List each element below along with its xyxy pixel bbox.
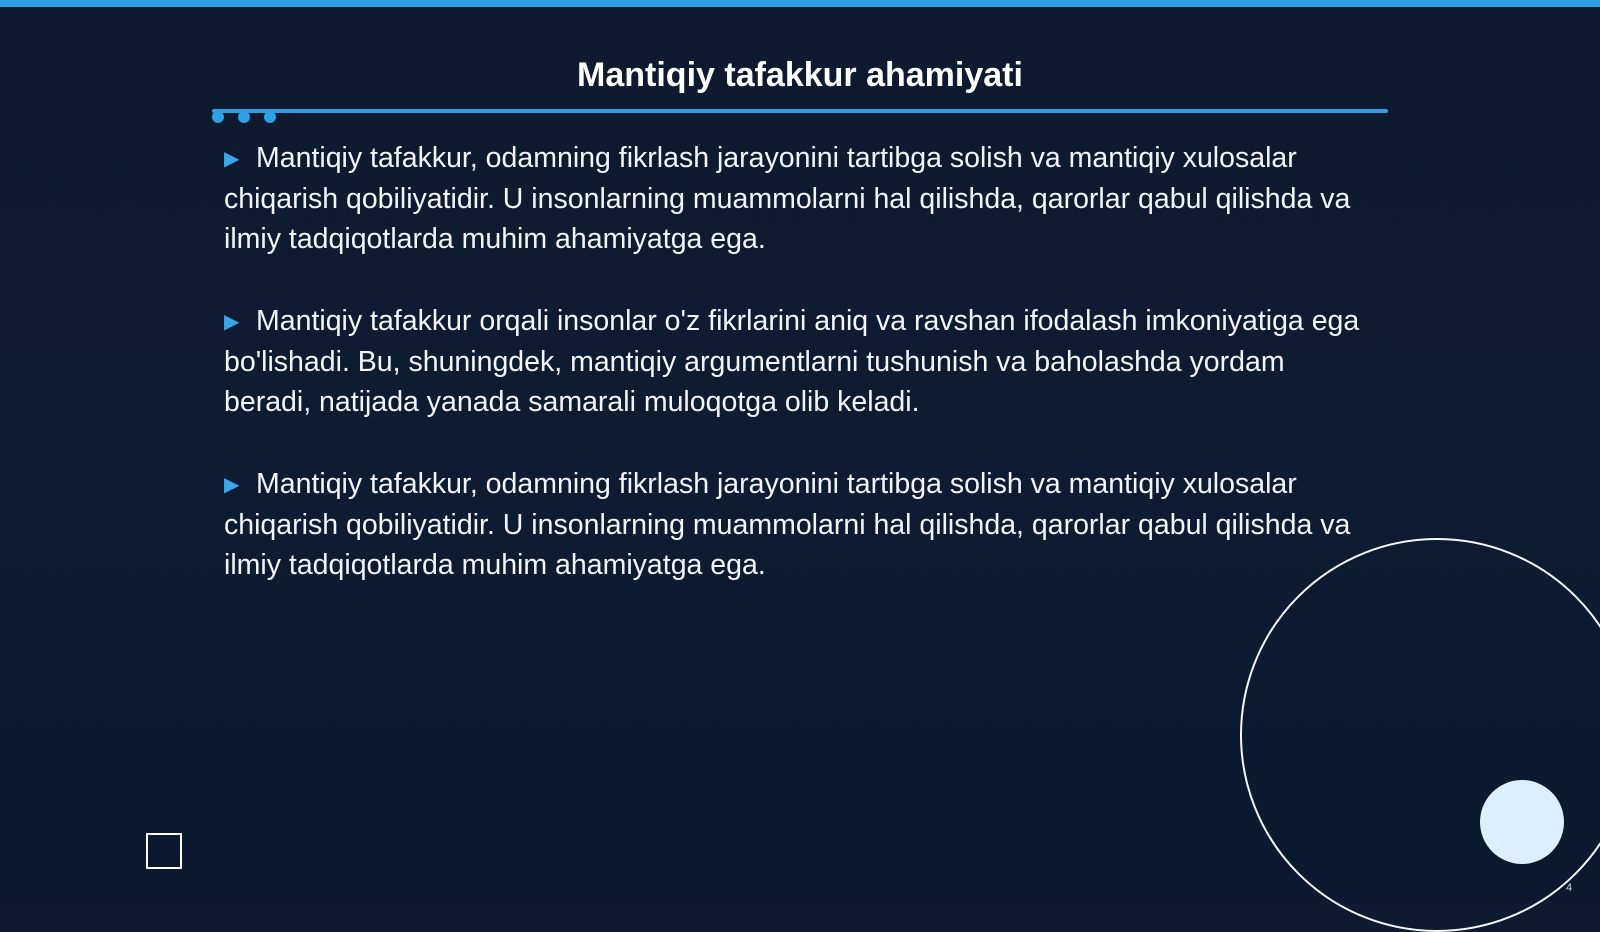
triangle-right-icon: ▶: [224, 474, 240, 496]
decorative-filled-circle: [1480, 780, 1564, 864]
top-accent-bar: [0, 0, 1600, 7]
bullet-item: [224, 464, 1364, 585]
bullet-list: [224, 138, 1364, 627]
bullet-item: [224, 138, 1364, 259]
underline-dot: [264, 111, 276, 123]
triangle-right-icon: ▶: [224, 311, 240, 333]
bullet-item: [224, 301, 1364, 422]
page-number: 4: [1566, 882, 1573, 894]
underline-dot: [212, 111, 224, 123]
title-underline: [212, 109, 1388, 113]
bullet-text: Mantiqiy tafakkur, odamning fikrlash jarayonini tartibga solish va mantiqiy xulosalar chiqarish qobiliyatidir. U insonlarning muammolarni hal qilishda, qarorlar qabul qilishda va ilmiy tadqiqotlarda muhim ahamiyatga ega.: [224, 468, 1351, 581]
bullet-text: Mantiqiy tafakkur orqali insonlar o'z fikrlarini aniq va ravshan ifodalash imkoniyatiga ega bo'lishadi. Bu, shuningdek, mantiqiy argumentlarni tushunish va baholashda yordam beradi, natijada yanada samarali muloqotga olib keladi.: [224, 305, 1360, 418]
underline-dot: [238, 111, 250, 123]
triangle-right-icon: ▶: [224, 148, 240, 170]
bullet-text: Mantiqiy tafakkur, odamning fikrlash jarayonini tartibga solish va mantiqiy xulosalar chiqarish qobiliyatidir. U insonlarning muammolarni hal qilishda, qarorlar qabul qilishda va ilmiy tadqiqotlarda muhim ahamiyatga ega.: [224, 142, 1351, 255]
decorative-square-outline: [146, 833, 182, 869]
slide-title: Mantiqiy tafakkur ahamiyati: [577, 56, 1023, 94]
